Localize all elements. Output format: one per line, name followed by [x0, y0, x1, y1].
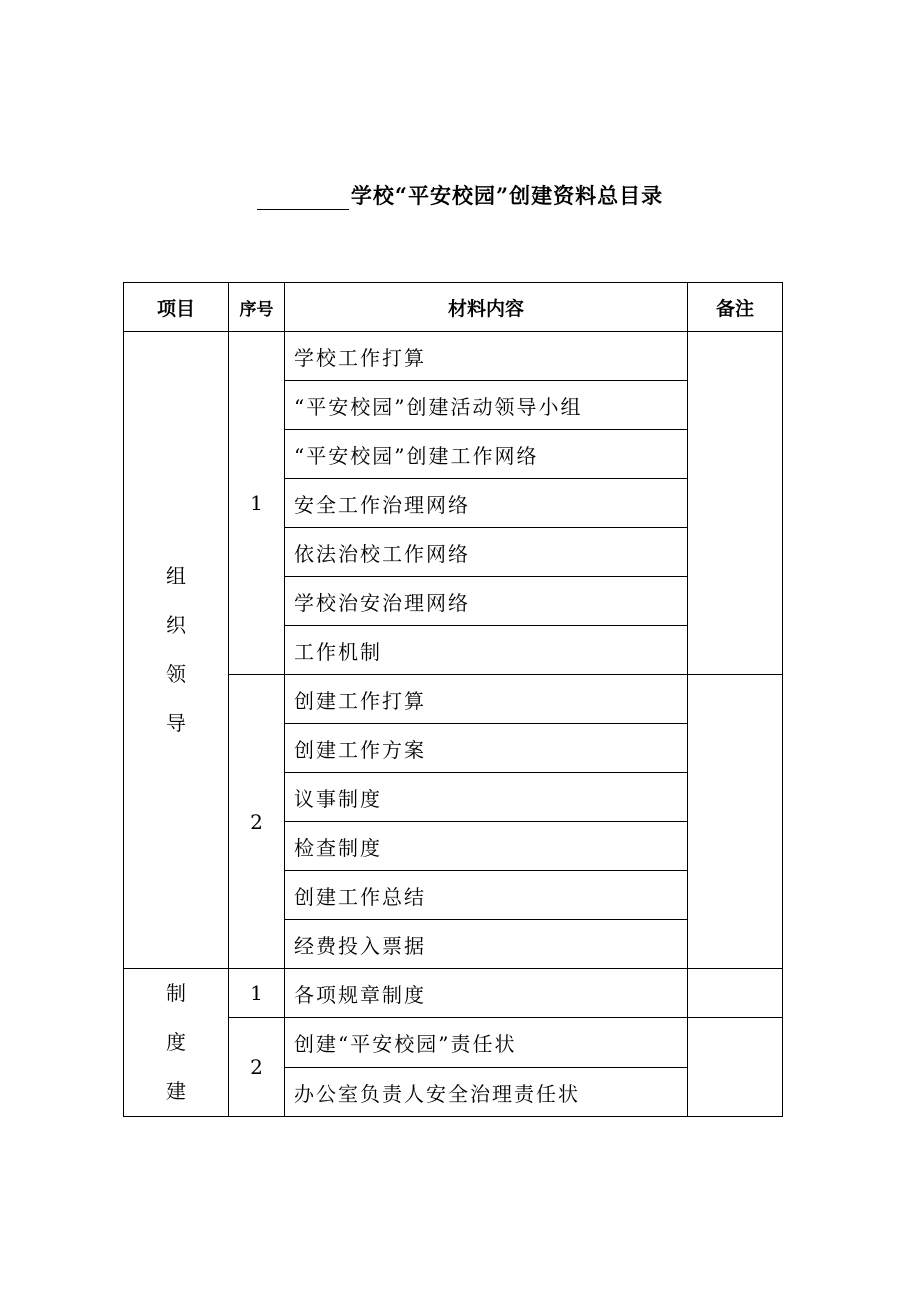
content-cell: 检查制度	[285, 822, 688, 871]
content-cell: 创建工作总结	[285, 871, 688, 920]
document-title	[0, 180, 920, 210]
table-row	[124, 332, 783, 381]
note-cell[interactable]	[688, 969, 783, 1018]
category-cell-system	[124, 969, 229, 1117]
seq-cell: 2	[229, 675, 285, 969]
note-cell[interactable]	[688, 1018, 783, 1117]
content-cell: 创建工作打算	[285, 675, 688, 724]
content-cell: 创建“平安校园”责任状	[285, 1018, 688, 1068]
content-cell: 创建工作方案	[285, 724, 688, 773]
content-cell: 办公室负责人安全治理责任状	[285, 1068, 688, 1117]
materials-catalog-table	[123, 282, 783, 1117]
category-label: 制 度 建	[166, 981, 186, 1103]
content-cell: “平安校园”创建活动领导小组	[285, 381, 688, 430]
content-cell: 安全工作治理网络	[285, 479, 688, 528]
content-cell: 学校工作打算	[285, 332, 688, 381]
content-cell: 议事制度	[285, 773, 688, 822]
header-note: 备注	[688, 283, 783, 332]
school-name-blank[interactable]	[257, 187, 349, 210]
category-cell-organization	[124, 332, 229, 969]
header-category: 项目	[124, 283, 229, 332]
category-label: 组 织 领 导	[166, 564, 186, 735]
content-cell: 学校治安治理网络	[285, 577, 688, 626]
content-cell: 各项规章制度	[285, 969, 688, 1018]
seq-cell: 1	[229, 969, 285, 1018]
header-seq: 序号	[229, 283, 285, 332]
content-cell: “平安校园”创建工作网络	[285, 430, 688, 479]
header-content: 材料内容	[285, 283, 688, 332]
note-cell[interactable]	[688, 675, 783, 969]
document-title-text: 学校“平安校园”创建资料总目录	[350, 183, 664, 208]
note-cell[interactable]	[688, 332, 783, 675]
header-row	[124, 283, 783, 332]
seq-cell: 2	[229, 1018, 285, 1117]
table-row	[124, 969, 783, 1018]
content-cell: 工作机制	[285, 626, 688, 675]
content-cell: 经费投入票据	[285, 920, 688, 969]
content-cell: 依法治校工作网络	[285, 528, 688, 577]
seq-cell: 1	[229, 332, 285, 675]
